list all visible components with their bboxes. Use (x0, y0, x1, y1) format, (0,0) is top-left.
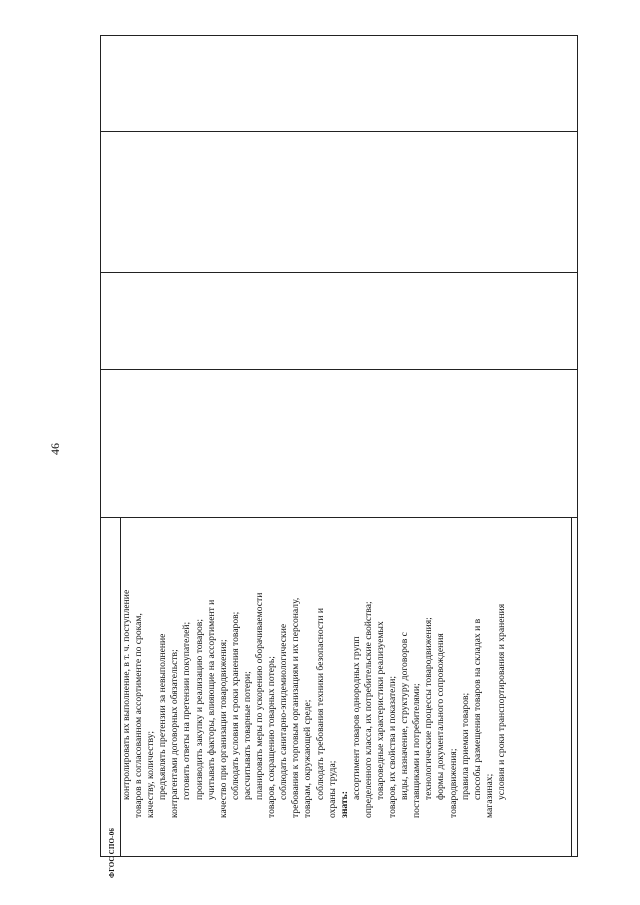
text-line: соблюдать санитарно-эпидемиологические (278, 623, 290, 800)
text-line: способы размещения товаров на складах и в (471, 618, 483, 800)
text-line: планировать меры по ускорению оборачиваемости (254, 592, 266, 800)
text-line: качество при организации товародвижения; (217, 639, 229, 818)
text-line: охраны труда; (326, 760, 338, 818)
text-line: товаров в согласованном ассортименте по срокам, (133, 613, 145, 818)
text-line: товаров, сокращению товарных потерь; (266, 656, 278, 818)
text-line: соблюдать условия и сроки хранения товаров; (229, 611, 241, 800)
text-line: учитывать факторы, влияющие на ассортимент и (205, 599, 217, 800)
text-line: товарам, окружающей среде; (302, 699, 314, 818)
skills-knowledge-cell (121, 486, 576, 818)
text-line: товароведные характеристики реализуемых (374, 621, 386, 800)
row-divider (101, 369, 577, 370)
text-line: правила приемки товаров; (459, 692, 471, 800)
text-line: знать: (338, 791, 350, 818)
text-line: требования к торговым организациям и их персоналу, (290, 597, 302, 818)
text-line: предъявлять претензии за невыполнение (157, 633, 169, 800)
text-line: контрагентами договорных обязательств; (169, 649, 181, 818)
text-line: рассчитывать товарные потери; (241, 671, 253, 800)
text-line: производить закупку и реализацию товаров; (193, 618, 205, 800)
text-line: определенного класса, их потребительские свойства; (362, 601, 374, 818)
text-line: поставщиками и потребителями; (411, 683, 423, 818)
text-line: формы документального сопровождения (435, 633, 447, 800)
page-number: 46 (48, 443, 62, 455)
text-line: товародвижения; (447, 748, 459, 818)
text-line: качеству, количеству; (145, 730, 157, 818)
text-line: условия и сроки транспортирования и хранения (495, 603, 507, 800)
text-line: товаров, их свойства и показатели; (387, 675, 399, 818)
text-line: магазинах; (483, 773, 495, 818)
row-divider (101, 131, 577, 132)
text-line: ассортимент товаров однородных групп (350, 636, 362, 800)
footer-code: ФГОС СПО-06 (108, 827, 116, 878)
row-divider (101, 272, 577, 273)
text-line: готовить ответы на претензии покупателей; (181, 621, 193, 800)
text-line: виды, назначение, структуру договоров с (399, 632, 411, 800)
text-line: контролировать их выполнение, в т. ч. поступление (121, 589, 132, 800)
text-line: технологические процессы товародвижения; (423, 617, 435, 800)
text-line: соблюдать требования техники безопасности и (314, 608, 326, 800)
